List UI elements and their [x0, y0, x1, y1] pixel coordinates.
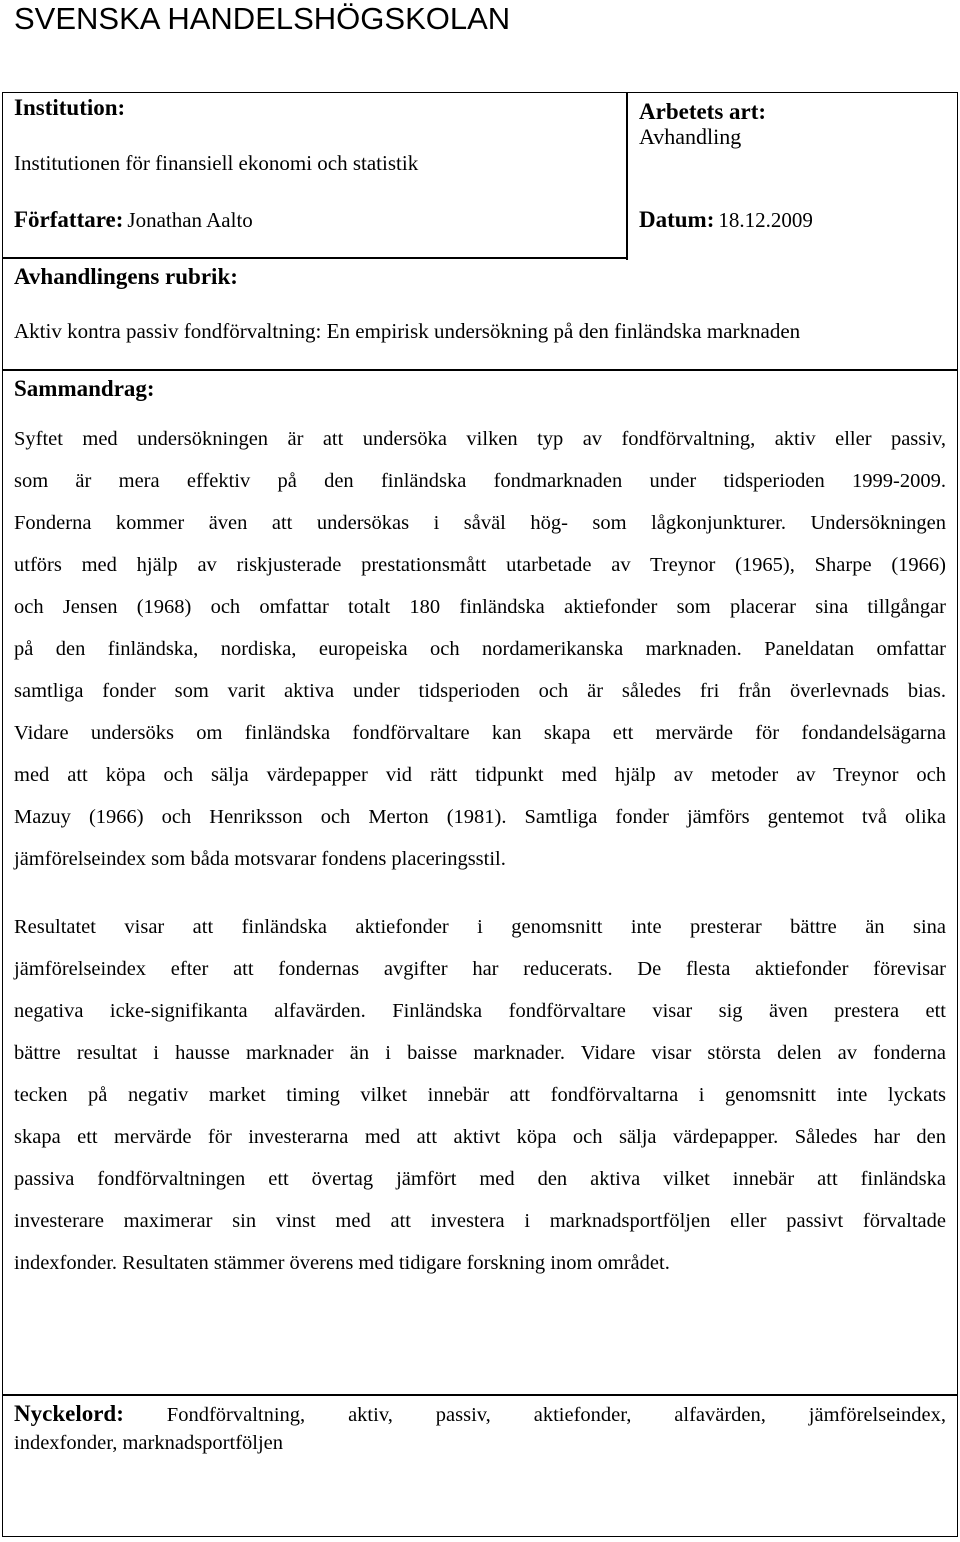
- paragraph-line: jämförelseindex efter att fondernas avgifter har reducerats. De flesta aktiefonder förevisar: [14, 958, 946, 980]
- paragraph-line: samtliga fonder som varit aktiva under tidsperioden och är således fri från överlevnads bias.: [14, 680, 946, 702]
- date-value: 18.12.2009: [718, 208, 813, 232]
- title-bottom-rule: [2, 369, 958, 371]
- paragraph-line: jämförelseindex som båda motsvarar fondens placeringsstil.: [14, 848, 506, 870]
- paragraph-line: skapa ett mervärde för investerarna med att aktivt köpa och sälja värdepapper. Således har den: [14, 1126, 946, 1148]
- keywords-line-1: Fondförvaltning, aktiv, passiv, aktiefonder, alfavärden, jämförelseindex,: [166, 1404, 946, 1426]
- keywords-block: [14, 1401, 946, 1457]
- paragraph-line: investerare maximerar sin vinst med att investera i marknadsportföljen eller passivt förvaltade: [14, 1210, 946, 1232]
- paragraph-line: som är mera effektiv på den finländska fondmarknaden under tidsperioden 1999-2009.: [14, 470, 946, 492]
- date-label: Datum:: [639, 207, 715, 232]
- paragraph-line: med att köpa och sälja värdepapper vid rätt tidpunkt med hjälp av metoder av Treynor och: [14, 764, 946, 786]
- paragraph-line: och Jensen (1968) och omfattar totalt 180 finländska aktiefonder som placerar sina tillgångar: [14, 596, 946, 618]
- summary-label: Sammandrag:: [14, 376, 155, 401]
- author-value: Jonathan Aalto: [127, 208, 253, 232]
- work-type-value: Avhandling: [639, 124, 742, 149]
- summary-paragraph-1: [14, 418, 946, 880]
- paragraph-line: passiva fondförvaltningen ett övertag jämfört med den aktiva vilket innebär att finländska: [14, 1168, 946, 1190]
- paragraph-line: Syftet med undersökningen är att undersöka vilken typ av fondförvaltning, aktiv eller passiv,: [14, 428, 946, 450]
- paragraph-line: bättre resultat i hausse marknader än i baisse marknader. Vidare visar största delen av fonderna: [14, 1042, 946, 1064]
- title-top-rule: [2, 257, 626, 259]
- paragraph-line: negativa icke-signifikanta alfavärden. Finländska fondförvaltare visar sig även prestera ett: [14, 1000, 946, 1022]
- paragraph-line: Vidare undersöks om finländska fondförvaltare kan skapa ett mervärde för fondandelsägarna: [14, 722, 946, 744]
- keywords-label: Nyckelord:: [14, 1401, 124, 1426]
- author-row: [14, 207, 253, 233]
- thesis-title: Aktiv kontra passiv fondförvaltning: En empirisk undersökning på den finländska marknaden: [14, 319, 801, 343]
- title-label: Avhandlingens rubrik:: [14, 264, 238, 289]
- keywords-line-2: indexfonder, marknadsportföljen: [14, 1432, 284, 1454]
- paragraph-line: på den finländska, nordiska, europeiska och nordamerikanska marknaden. Paneldatan omfattar: [14, 638, 946, 660]
- work-type-label: Arbetets art:: [639, 99, 767, 124]
- institution-value: Institutionen för finansiell ekonomi och statistik: [14, 151, 419, 175]
- school-name: SVENSKA HANDELSHÖGSKOLAN: [14, 1, 511, 36]
- paragraph-line: Mazuy (1966) och Henriksson och Merton (1981). Samtliga fonder jämförs gentemot två olika: [14, 806, 946, 828]
- column-divider: [626, 92, 628, 260]
- paragraph-line: tecken på negativ market timing vilket innebär att fondförvaltarna i genomsnitt inte lyckats: [14, 1084, 946, 1106]
- paragraph-line: utförs med hjälp av riskjusterade prestationsmått utarbetade av Treynor (1965), Sharpe (1966): [14, 554, 946, 576]
- paragraph-line: Resultatet visar att finländska aktiefonder i genomsnitt inte presterar bättre än sina: [14, 916, 946, 938]
- paragraph-line: indexfonder. Resultaten stämmer överens med tidigare forskning inom området.: [14, 1252, 670, 1274]
- institution-label: Institution:: [14, 95, 126, 120]
- summary-paragraph-2: [14, 906, 946, 1284]
- keywords-top-rule: [2, 1394, 958, 1396]
- date-row: [639, 207, 813, 233]
- author-label: Författare:: [14, 207, 124, 232]
- paragraph-line: Fonderna kommer även att undersökas i såväl hög- som lågkonjunkturer. Undersökningen: [14, 512, 946, 534]
